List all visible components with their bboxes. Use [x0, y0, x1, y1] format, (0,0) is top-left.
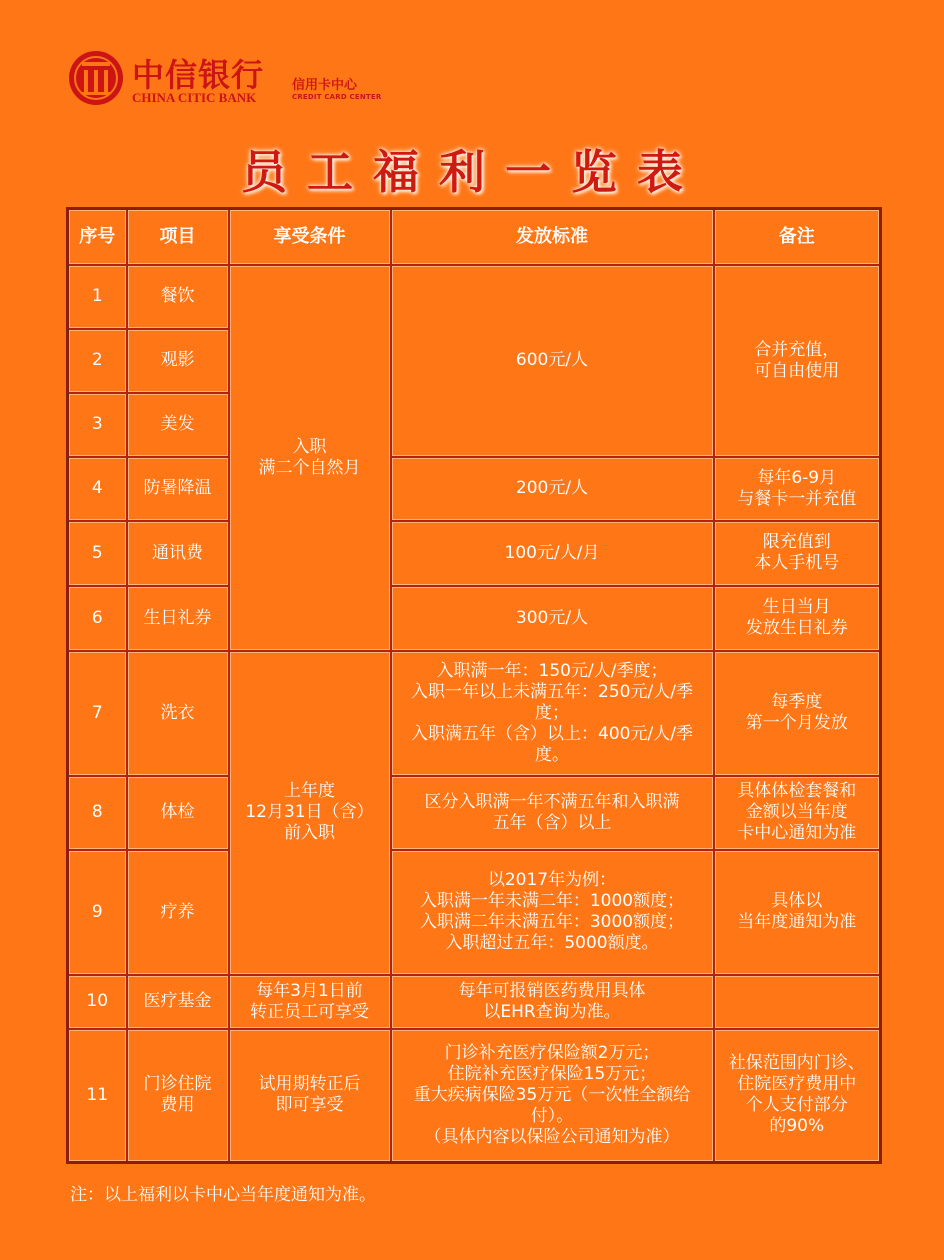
- row-number: 9: [68, 850, 127, 975]
- header-condition: 享受条件: [229, 209, 391, 265]
- standard-cell: 入职满一年：150元/人/季度； 入职一年以上未满五年：250元/人/季度； 入职满五年（含）以上：400元/人/季度。: [391, 651, 714, 776]
- row-number: 7: [68, 651, 127, 776]
- row-number: 1: [68, 265, 127, 329]
- page-title: 员工福利一览表: [241, 145, 703, 199]
- citic-logo-icon: [66, 48, 126, 108]
- note-cell: 限充值到 本人手机号: [714, 521, 881, 586]
- table-row: [68, 457, 881, 521]
- row-number: 6: [68, 586, 127, 651]
- header-no: 序号: [68, 209, 127, 265]
- row-item: 洗衣: [127, 651, 229, 776]
- row-item: 医疗基金: [127, 975, 229, 1029]
- standard-cell: 300元/人: [391, 586, 714, 651]
- note-cell: 具体体检套餐和 金额以当年度 卡中心通知为准: [714, 776, 881, 850]
- standard-cell: 200元/人: [391, 457, 714, 521]
- row-number: 5: [68, 521, 127, 586]
- row-item: 生日礼券: [127, 586, 229, 651]
- row-number: 3: [68, 393, 127, 457]
- header-standard: 发放标准: [391, 209, 714, 265]
- bank-logo: [66, 48, 406, 110]
- row-item: 观影: [127, 329, 229, 393]
- row-item: 防暑降温: [127, 457, 229, 521]
- row-number: 2: [68, 329, 127, 393]
- logo-sub-cn: 信用卡中心: [292, 78, 358, 93]
- row-number: 8: [68, 776, 127, 850]
- note-cell: 每季度 第一个月发放: [714, 651, 881, 776]
- row-number: 4: [68, 457, 127, 521]
- note-cell: 具体以 当年度通知为准: [714, 850, 881, 975]
- table-row: [68, 265, 881, 329]
- table-row: [68, 776, 881, 850]
- note-cell: 社保范围内门诊、 住院医疗费用中 个人支付部分 的90%: [714, 1029, 881, 1163]
- benefit-table: [66, 207, 882, 1164]
- note-cell: 每年6-9月 与餐卡一并充值: [714, 457, 881, 521]
- table-header-row: [68, 209, 881, 265]
- table-row: [68, 1029, 881, 1163]
- table-row: [68, 651, 881, 776]
- standard-cell: 100元/人/月: [391, 521, 714, 586]
- row-item: 美发: [127, 393, 229, 457]
- table-row: [68, 521, 881, 586]
- condition-cell: 每年3月1日前 转正员工可享受: [229, 975, 391, 1029]
- note-cell: [714, 975, 881, 1029]
- row-item: 疗养: [127, 850, 229, 975]
- logo-sub-en: CREDIT CARD CENTER: [292, 93, 382, 101]
- note-cell: 合并充值， 可自由使用: [714, 265, 881, 457]
- row-item: 门诊住院 费用: [127, 1029, 229, 1163]
- header-item: 项目: [127, 209, 229, 265]
- standard-cell: 门诊补充医疗保险额2万元； 住院补充医疗保险15万元； 重大疾病保险35万元（一次性全额给付）。 （具体内容以保险公司通知为准）: [391, 1029, 714, 1163]
- condition-cell: 试用期转正后 即可享受: [229, 1029, 391, 1163]
- row-item: 体检: [127, 776, 229, 850]
- table-row: [68, 586, 881, 651]
- row-item: 通讯费: [127, 521, 229, 586]
- table-row: [68, 975, 881, 1029]
- standard-cell: 以2017年为例： 入职满一年未满二年：1000额度； 入职满二年未满五年：3000额度； 入职超过五年：5000额度。: [391, 850, 714, 975]
- standard-cell: 每年可报销医药费用具体 以EHR查询为准。: [391, 975, 714, 1029]
- condition-cell: 入职 满二个自然月: [229, 265, 391, 651]
- row-number: 10: [68, 975, 127, 1029]
- footnote: 注：以上福利以卡中心当年度通知为准。: [70, 1185, 376, 1205]
- header-note: 备注: [714, 209, 881, 265]
- table-row: [68, 850, 881, 975]
- logo-name-en: CHINA CITIC BANK: [132, 90, 257, 105]
- row-number: 11: [68, 1029, 127, 1163]
- standard-cell: 600元/人: [391, 265, 714, 457]
- logo-name-cn: 中信银行: [132, 56, 265, 94]
- standard-cell: 区分入职满一年不满五年和入职满 五年（含）以上: [391, 776, 714, 850]
- note-cell: 生日当月 发放生日礼券: [714, 586, 881, 651]
- row-item: 餐饮: [127, 265, 229, 329]
- condition-cell: 上年度 12月31日（含） 前入职: [229, 651, 391, 975]
